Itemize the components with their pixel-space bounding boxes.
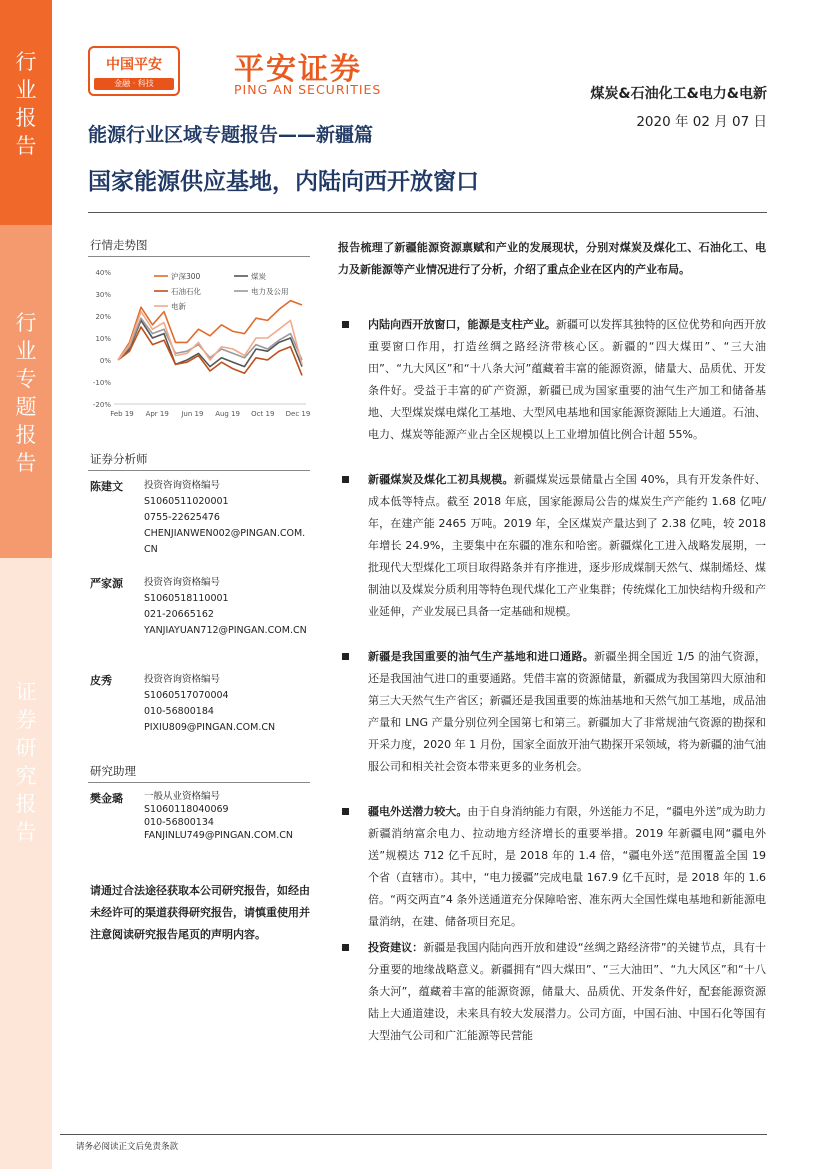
x-tick-label: Dec 19 (285, 410, 311, 418)
sidebar-char: 券 (15, 708, 37, 732)
bullet-point (338, 937, 766, 1047)
bullet-square-icon (342, 944, 349, 951)
bullet-heading: 内陆向西开放窗口，能源是支柱产业。 (368, 318, 556, 331)
sidebar-char: 告 (15, 820, 37, 844)
section-divider (88, 782, 310, 783)
legend-label: 电新 (171, 302, 186, 311)
header-divider (88, 212, 767, 213)
sidebar-char: 报 (15, 423, 37, 447)
report-title: 能源行业区域专题报告——新疆篇 (88, 124, 374, 146)
sidebar-char: 业 (15, 78, 37, 102)
bullet-point (338, 314, 766, 446)
series-line-2 (118, 327, 302, 375)
bullet-body: 新疆坐拥全国近 1/5 的油气资源，还是我国油气进口的重要通路。凭借丰富的资源储量，新疆成为我国第四大原油和第三大天然气生产省区；新疆还是我国重要的炼油基地和天然气加工基地，成品油产量和 LNG 产量分别位列全国第七和第三。新疆加大了非常规油气资源的勘探和开采力度，2020 年 1 月份，国家全面放开油气勘探开采领域，将为新疆的油气油服公司和相关社会资本带来更多的业务机会。 (368, 650, 766, 773)
bullet-heading: 新疆煤炭及煤化工初具规模。 (368, 473, 514, 486)
assistant-line: S1060118040069 (144, 804, 229, 815)
analyst-email[interactable]: PIXIU809@PINGAN.COM.CN (144, 722, 276, 733)
x-tick-label: Feb 19 (110, 410, 134, 418)
y-tick-label: 40% (95, 269, 111, 277)
legend-label: 沪深300 (171, 272, 201, 281)
analyst-name: 严家源 (90, 577, 123, 590)
brand-name-en: PING AN SECURITIES (234, 82, 382, 97)
analyst-line: S1060517070004 (144, 690, 229, 701)
sidebar-char: 报 (15, 106, 37, 130)
bullet-point (338, 646, 766, 778)
analyst-line: 0755-22625476 (144, 512, 220, 523)
market-trend-chart (88, 262, 312, 432)
report-summary: 报告梳理了新疆能源资源禀赋和产业的发展现状，分别对煤炭及煤化工、石油化工、电力及新能源等产业情况进行了分析，介绍了重点企业在区内的产业布局。 (338, 241, 766, 276)
sidebar-char: 研 (15, 736, 37, 760)
sidebar-block-topic-report (0, 225, 52, 558)
assistant-info (144, 790, 310, 842)
x-tick-label: Apr 19 (145, 410, 169, 418)
sidebar-char: 究 (15, 764, 37, 788)
y-tick-label: 30% (95, 291, 111, 299)
bullet-body: 新疆可以发挥其独特的区位优势和向西开放重要窗口作用，打造丝绸之路经济带核心区。新疆的“四大煤田”、“三大油田”、“九大风区”和“十八条大河”蕴藏着丰富的能源资源，储量大、品质优、开发条件好。受益于丰富的矿产资源，新疆已成为国家重要的油气生产加工和储备基地、大型煤炭煤电煤化工基地、大型风电基地和国家能源资源陆上大通道。石油、电力、煤炭等能源产业占全区规模以上工业增加值比例合计超 55%。 (368, 318, 767, 441)
analyst-email[interactable]: CHENJIANWEN002@PINGAN.COM.CN (144, 528, 306, 555)
section-divider (88, 470, 310, 471)
sidebar-char: 行 (15, 311, 37, 335)
analyst-line: 投资咨询资格编号 (144, 577, 221, 588)
x-tick-label: Oct 19 (251, 410, 275, 418)
bullet-square-icon (342, 476, 349, 483)
analyst-line: S1060511020001 (144, 496, 229, 507)
bullet-body: 新疆是我国内陆向西开放和建设“丝绸之路经济带”的关键节点，具有十分重要的地缘战略意义。新疆拥有“四大煤田”、“三大油田”、“九大风区”和“十八条大河”，蕴藏着丰富的能源资源，储量大、品质优、开发条件好，配套能源资源陆上大通道建设，未来具有较大发展潜力。公司方面，中国石油、中国石化等国有大型油气公司和广汇能源等民营能 (368, 941, 767, 1042)
bullet-point (338, 469, 766, 623)
y-tick-label: -10% (92, 379, 111, 387)
report-subtitle: 国家能源供应基地，内陆向西开放窗口 (88, 169, 479, 195)
assistant-line: 一般从业资格编号 (144, 791, 221, 802)
bullet-heading: 新疆是我国重要的油气生产基地和进口通路。 (368, 650, 595, 663)
ping-an-logo (88, 46, 180, 96)
assistant-name: 樊金璐 (90, 792, 123, 805)
bullet-body: 由于自身消纳能力有限，外送能力不足，“疆电外送”成为助力新疆消纳富余电力、拉动地方经济增长的重要举措。2019 年新疆电网“疆电外送”规模达 712 亿千瓦时，是 2018 年的 1.4 倍，“疆电外送”范围覆盖全国 19 个省（直辖市）。其中，“电力援疆”完成电量 167.9 亿千瓦时，是 2018 年的 1.6 倍。“两交两直”4 条外送通道充分保障哈密、准东两大全国性煤电基地和新能源电量消纳，在建、储备项目充足。 (368, 805, 766, 928)
bullet-body: 新疆煤炭远景储量占全国 40%，具有开发条件好、成本低等特点。截至 2018 年底，国家能源局公告的煤炭生产产能约 1.68 亿吨/年，在建产能 2465 万吨。2019 年，全区煤炭产量达到了 2.38 亿吨，较 2018 年增长 24.9%，主要集中在东疆的准东和哈密。新疆煤化工进入战略发展期，一批现代大型煤化工项目取得路条并有序推进，逐步形成煤制天然气、煤制烯烃、煤制油以及煤炭分质利用等特色现代煤化工产业集群；传统煤化工加快结构升级和产业延伸，产业发展已具备一定基础和规模。 (368, 473, 766, 618)
legal-notice: 请通过合法途径获取本公司研究报告，如经由未经许可的渠道获得研究报告，请慎重使用并注意阅读研究报告尾页的声明内容。 (90, 884, 310, 941)
assistant-line: 010-56800134 (144, 817, 214, 828)
assistant-section-title: 研究助理 (90, 764, 136, 778)
analyst-line: 010-56800184 (144, 706, 214, 717)
sidebar-char: 行 (15, 50, 37, 74)
sidebar-char: 报 (15, 792, 37, 816)
sidebar-block-research-report (0, 558, 52, 1169)
y-tick-label: -20% (92, 401, 111, 409)
sidebar-char: 业 (15, 339, 37, 363)
series-line-0 (118, 301, 302, 360)
x-tick-label: Jun 19 (181, 410, 204, 418)
analyst-name: 皮秀 (90, 674, 112, 687)
analyst-info (144, 672, 310, 736)
legend-label: 石油石化 (171, 287, 201, 296)
report-sector: 煤炭&石油化工&电力&电新 (590, 86, 767, 102)
report-date: 2020 年 02 月 07 日 (636, 114, 767, 130)
footer-disclaimer: 请务必阅读正文后免责条款 (76, 1142, 179, 1152)
logo-name: 中国平安 (106, 57, 162, 73)
sidebar-char: 题 (15, 395, 37, 419)
series-line-4 (118, 312, 302, 365)
bullet-point (338, 801, 766, 933)
analyst-line: 投资咨询资格编号 (144, 480, 221, 491)
assistant-email[interactable]: FANJINLU749@PINGAN.COM.CN (144, 830, 294, 841)
bullet-square-icon (342, 321, 349, 328)
chart-section-title: 行情走势图 (90, 238, 148, 252)
section-divider (88, 256, 310, 257)
analyst-line: 投资咨询资格编号 (144, 674, 221, 685)
analyst-info (144, 575, 310, 639)
analyst-line: S1060518110001 (144, 593, 229, 604)
x-tick-label: Aug 19 (215, 410, 241, 418)
y-tick-label: 0% (99, 357, 111, 365)
footer-divider (60, 1134, 767, 1135)
sidebar-char: 证 (15, 680, 37, 704)
sidebar-char: 告 (15, 134, 37, 158)
analyst-line: 021-20665162 (144, 609, 214, 620)
bullet-square-icon (342, 808, 349, 815)
legend-label: 煤炭 (251, 272, 266, 281)
analyst-section-title: 证券分析师 (90, 452, 148, 466)
y-tick-label: 20% (95, 313, 111, 321)
y-tick-label: 10% (95, 335, 111, 343)
bullet-heading: 投资建议： (368, 941, 424, 954)
sidebar-block-industry-report (0, 0, 52, 225)
sidebar-char: 专 (15, 367, 37, 391)
analyst-info (144, 478, 310, 558)
brand-name-cn: 平安证券 (234, 52, 362, 87)
bullet-square-icon (342, 653, 349, 660)
bullet-heading: 疆电外送潜力较大。 (368, 805, 468, 818)
analyst-name: 陈建文 (90, 480, 123, 493)
legend-label: 电力及公用 (251, 287, 289, 296)
logo-subtitle: 金融 · 科技 (94, 78, 174, 90)
analyst-email[interactable]: YANJIAYUAN712@PINGAN.COM.CN (144, 625, 307, 636)
sidebar-char: 告 (15, 451, 37, 475)
